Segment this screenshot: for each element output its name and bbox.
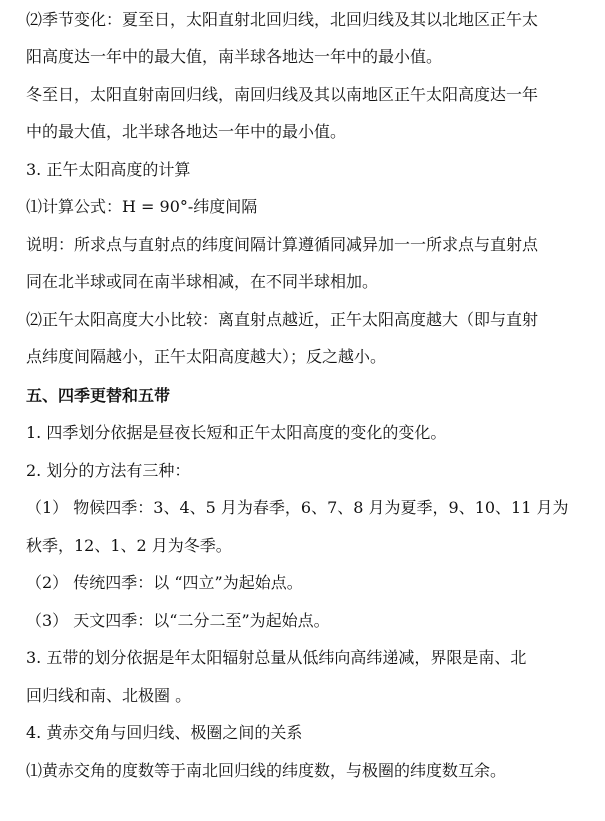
text-line: （3） 天文四季：以“二分二至”为起始点。: [26, 611, 330, 630]
text-line: （2） 传统四季：以 “四立”为起始点。: [26, 573, 303, 592]
text-line: ⑵季节变化：夏至日，太阳直射北回归线，北回归线及其以北地区正午太: [26, 10, 539, 29]
text-line: ⑴黄赤交角的度数等于南北回归线的纬度数，与极圈的纬度数互余。: [26, 761, 507, 780]
text-line: 3. 五带的划分依据是年太阳辐射总量从低纬向高纬递减，界限是南、北: [26, 648, 527, 667]
text-line: 冬至日，太阳直射南回归线，南回归线及其以南地区正午太阳高度达一年: [26, 85, 539, 104]
text-line: （1） 物候四季：3、4、5 月为春季，6、7、8 月为夏季，9、10、11 月为: [26, 498, 569, 517]
text-line: 秋季，12、1、2 月为冬季。: [26, 536, 232, 555]
text-line: 说明：所求点与直射点的纬度间隔计算遵循同减异加一一所求点与直射点: [26, 235, 539, 254]
text-line: 同在北半球或同在南半球相减，在不同半球相加。: [26, 272, 379, 291]
section-subheading: 3. 正午太阳高度的计算: [26, 160, 191, 179]
text-line: 中的最大值，北半球各地达一年中的最小值。: [26, 122, 347, 141]
formula-line: ⑴计算公式：H = 90°-纬度间隔: [26, 197, 258, 216]
section-heading: 五、四季更替和五带: [26, 386, 171, 405]
text-line: 1. 四季划分依据是昼夜长短和正午太阳高度的变化的变化。: [26, 423, 447, 442]
text-line: 点纬度间隔越小，正午太阳高度越大）；反之越小。: [26, 347, 387, 366]
text-line: 2. 划分的方法有三种：: [26, 461, 191, 480]
text-line: ⑵正午太阳高度大小比较：离直射点越近，正午太阳高度越大（即与直射: [26, 310, 539, 329]
section-subheading: 4. 黄赤交角与回归线、极圈之间的关系: [26, 723, 303, 742]
text-line: 回归线和南、北极圈 。: [26, 686, 192, 705]
text-line: 阳高度达一年中的最大值，南半球各地达一年中的最小值。: [26, 47, 443, 66]
